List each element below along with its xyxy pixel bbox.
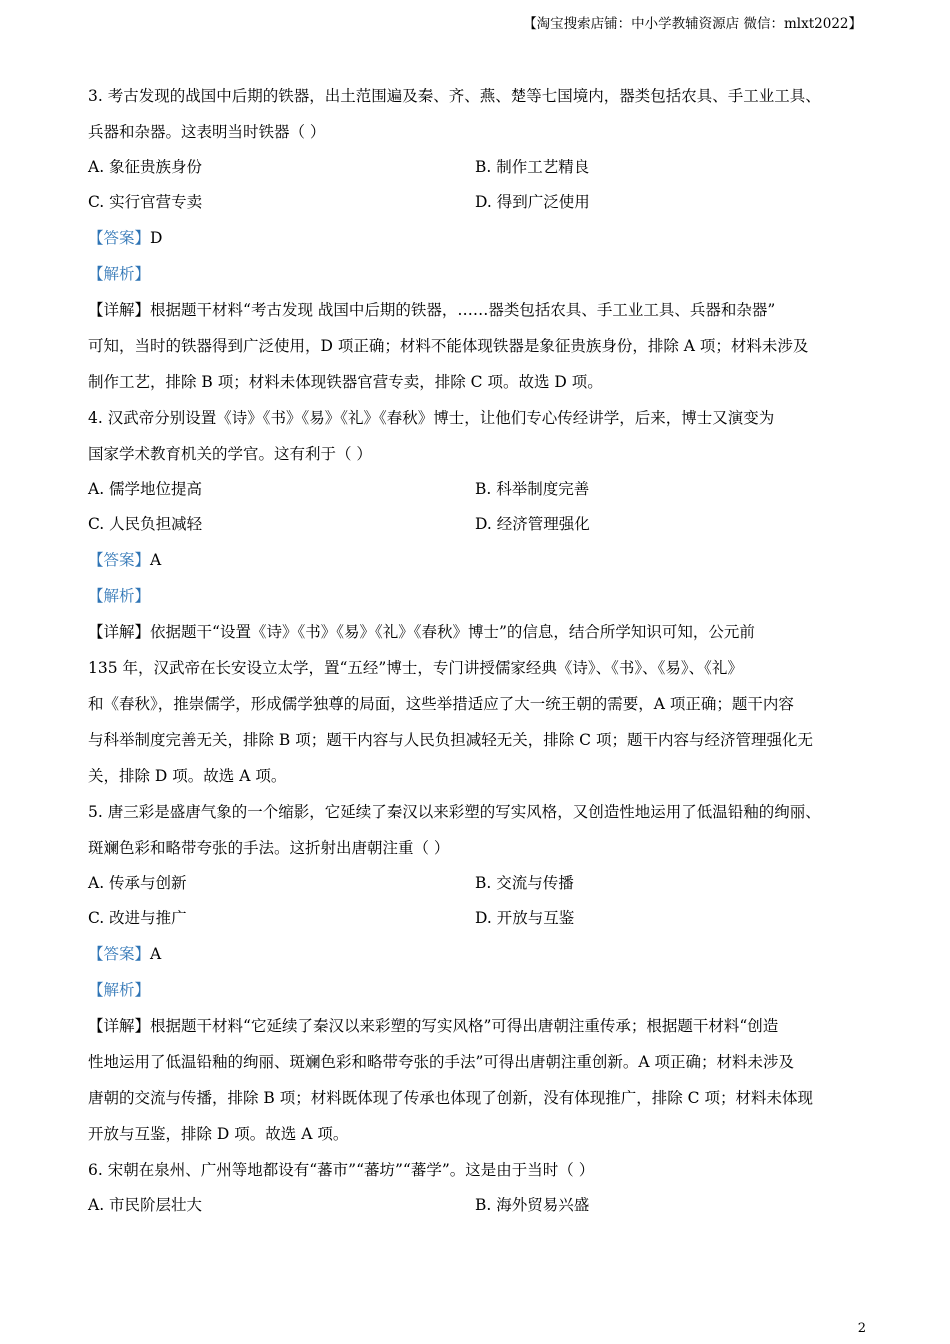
- question-stem-line: 兵器和杂器。这表明当时铁器（ ）: [88, 123, 326, 141]
- answer-label: 【答案】: [88, 551, 151, 569]
- answer-line: [88, 542, 878, 578]
- detail-line: 开放与互鉴，排除 D 项。故选 A 项。: [88, 1125, 349, 1143]
- question-stem-line: 6. 宋朝在泉州、广州等地都设有“蕃市”“蕃坊”“蕃学”。这是由于当时（ ）: [88, 1161, 595, 1179]
- question-6: [88, 1152, 878, 1223]
- detail-text: 根据题干材料“它延续了秦汉以来彩塑的写实风格”可得出唐朝注重传承；根据题干材料“创造: [150, 1017, 779, 1035]
- analysis-line: [88, 972, 878, 1008]
- answer-value: D: [150, 229, 163, 247]
- answer-line: [88, 936, 878, 972]
- options-row: [88, 507, 878, 542]
- answer-label: 【答案】: [88, 945, 151, 963]
- detail-line: 性地运用了低温铅釉的绚丽、斑斓色彩和略带夸张的手法”可得出唐朝注重创新。A 项正确；材料未涉及: [88, 1053, 795, 1071]
- detail-line: [88, 1008, 878, 1044]
- option-d: D. 开放与互鉴: [475, 909, 575, 927]
- options-row: [88, 866, 878, 901]
- options-row: [88, 150, 878, 185]
- option-a: A. 传承与创新: [88, 874, 187, 892]
- detail-text: 根据题干材料“考古发现 战国中后期的铁器，……器类包括农具、手工业工具、兵器和杂器”: [150, 301, 776, 319]
- analysis-label: 【解析】: [88, 587, 151, 605]
- detail-line: [88, 292, 878, 328]
- question-5: [88, 794, 878, 1152]
- option-b: B. 交流与传播: [475, 874, 574, 892]
- option-c: C. 改进与推广: [88, 909, 187, 927]
- detail-line: [88, 614, 878, 650]
- question-stem-line: 3. 考古发现的战国中后期的铁器，出土范围遍及秦、齐、燕、楚等七国境内，器类包括农具、手工业工具、: [88, 87, 821, 105]
- option-a: A. 市民阶层壮大: [88, 1196, 203, 1214]
- answer-value: A: [150, 551, 162, 569]
- question-stem-line: 斑斓色彩和略带夸张的手法。这折射出唐朝注重（ ）: [88, 839, 450, 857]
- page-number: 2: [857, 1321, 866, 1336]
- detail-line: 和《春秋》，推崇儒学，形成儒学独尊的局面，这些举措适应了大一统王朝的需要，A 项正确；题干内容: [88, 695, 794, 713]
- detail-line: 制作工艺，排除 B 项；材料未体现铁器官营专卖，排除 C 项。故选 D 项。: [88, 373, 603, 391]
- document-body: [88, 78, 878, 1223]
- detail-line: 唐朝的交流与传播，排除 B 项；材料既体现了传承也体现了创新，没有体现推广，排除 C 项；材料未体现: [88, 1089, 813, 1107]
- question-3: [88, 78, 878, 400]
- option-d: D. 得到广泛使用: [475, 193, 590, 211]
- question-stem-line: 5. 唐三彩是盛唐气象的一个缩影，它延续了秦汉以来彩塑的写实风格，又创造性地运用了低温铅釉的绚丽、: [88, 803, 821, 821]
- option-b: B. 科举制度完善: [475, 480, 590, 498]
- answer-line: [88, 220, 878, 256]
- question-stem-line: 4. 汉武帝分别设置《诗》《书》《易》《礼》《春秋》博士，让他们专心传经讲学，后来，博士又演变为: [88, 409, 775, 427]
- options-row: [88, 185, 878, 220]
- detail-line: 与科举制度完善无关，排除 B 项；题干内容与人民负担减轻无关，排除 C 项；题干内容与经济管理强化无: [88, 731, 813, 749]
- question-4: [88, 400, 878, 794]
- detail-line: 135 年，汉武帝在长安设立太学，置“五经”博士，专门讲授儒家经典《诗》、《书》、《易》、《礼》: [88, 659, 743, 677]
- option-d: D. 经济管理强化: [475, 515, 590, 533]
- options-row: [88, 1188, 878, 1223]
- detail-label: 【详解】: [88, 1017, 151, 1035]
- option-c: C. 实行官营专卖: [88, 193, 203, 211]
- detail-line: 可知，当时的铁器得到广泛使用，D 项正确；材料不能体现铁器是象征贵族身份，排除 A 项；材料未涉及: [88, 337, 809, 355]
- page-header: 【淘宝搜索店铺：中小学教辅资源店 微信：mlxt2022】: [523, 16, 862, 32]
- options-row: [88, 472, 878, 507]
- analysis-line: [88, 578, 878, 614]
- answer-value: A: [150, 945, 162, 963]
- detail-line: 关，排除 D 项。故选 A 项。: [88, 767, 287, 785]
- option-a: A. 象征贵族身份: [88, 158, 203, 176]
- option-b: B. 制作工艺精良: [475, 158, 590, 176]
- detail-label: 【详解】: [88, 623, 151, 641]
- analysis-line: [88, 256, 878, 292]
- detail-text: 依据题干“设置《诗》《书》《易》《礼》《春秋》博士”的信息，结合所学知识可知，公元前: [150, 623, 755, 641]
- detail-label: 【详解】: [88, 301, 151, 319]
- options-row: [88, 901, 878, 936]
- option-a: A. 儒学地位提高: [88, 480, 203, 498]
- analysis-label: 【解析】: [88, 981, 151, 999]
- answer-label: 【答案】: [88, 229, 151, 247]
- option-c: C. 人民负担减轻: [88, 515, 203, 533]
- question-stem-line: 国家学术教育机关的学官。这有利于（ ）: [88, 445, 372, 463]
- analysis-label: 【解析】: [88, 265, 151, 283]
- option-b: B. 海外贸易兴盛: [475, 1196, 590, 1214]
